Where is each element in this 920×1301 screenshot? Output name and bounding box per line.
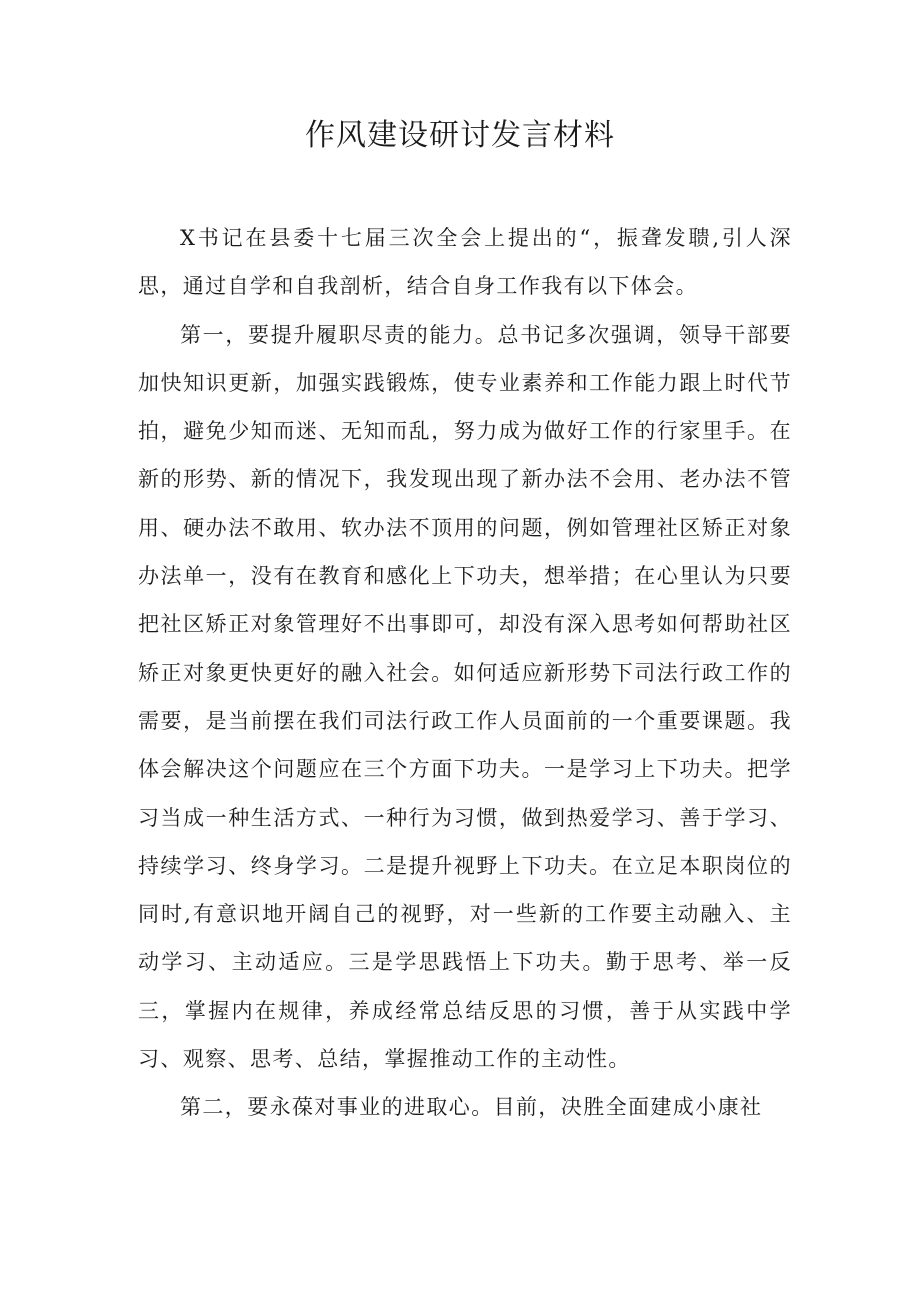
paragraph-intro: X书记在县委十七届三次全会上提出的“，振聋发聩,引人深思，通过自学和自我剖析，结合自身工作我有以下体会。 [138,226,792,299]
paragraph-first-point: 第一，要提升履职尽责的能力。总书记多次强调，领导干部要加快知识更新，加强实践锻炼，使专业素养和工作能力跟上时代节拍，避免少知而迷、无知而乱，努力成为做好工作的行家里手。在新的形势、新的情况下，我发现出现了新办法不会用、老办法不管用、硬办法不敢用、软办法不顶用的问题，例如管理社区矫正对象办法单一，没有在教育和感化上下功夫，想举措；在心里认为只要把社区矫正对象管理好不出事即可，却没有深入思考如何帮助社区矫正对象更快更好的融入社会。如何适应新形势下司法行政工作的需要，是当前摆在我们司法行政工作人员面前的一个重要课题。我体会解决这个问题应在三个方面下功夫。一是学习上下功夫。把学习当成一种生活方式、一种行为习惯，做到热爱学习、善于学习、持续学习、终身学习。二是提升视野上下功夫。在立足本职岗位的同时,有意识地开阔自己的视野，对一些新的工作要主动融入、主动学习、主动适应。三是学思践悟上下功夫。勤于思考、举一反三，掌握内在规律，养成经常总结反思的习惯，善于从实践中学习、观察、思考、总结，掌握推动工作的主动性。 [138,322,792,1072]
document-title: 作风建设研讨发言材料 [305,118,615,153]
document-body [138,214,792,1132]
paragraph-second-point: 第二，要永葆对事业的进取心。目前，决胜全面建成小康社 [180,1095,763,1120]
